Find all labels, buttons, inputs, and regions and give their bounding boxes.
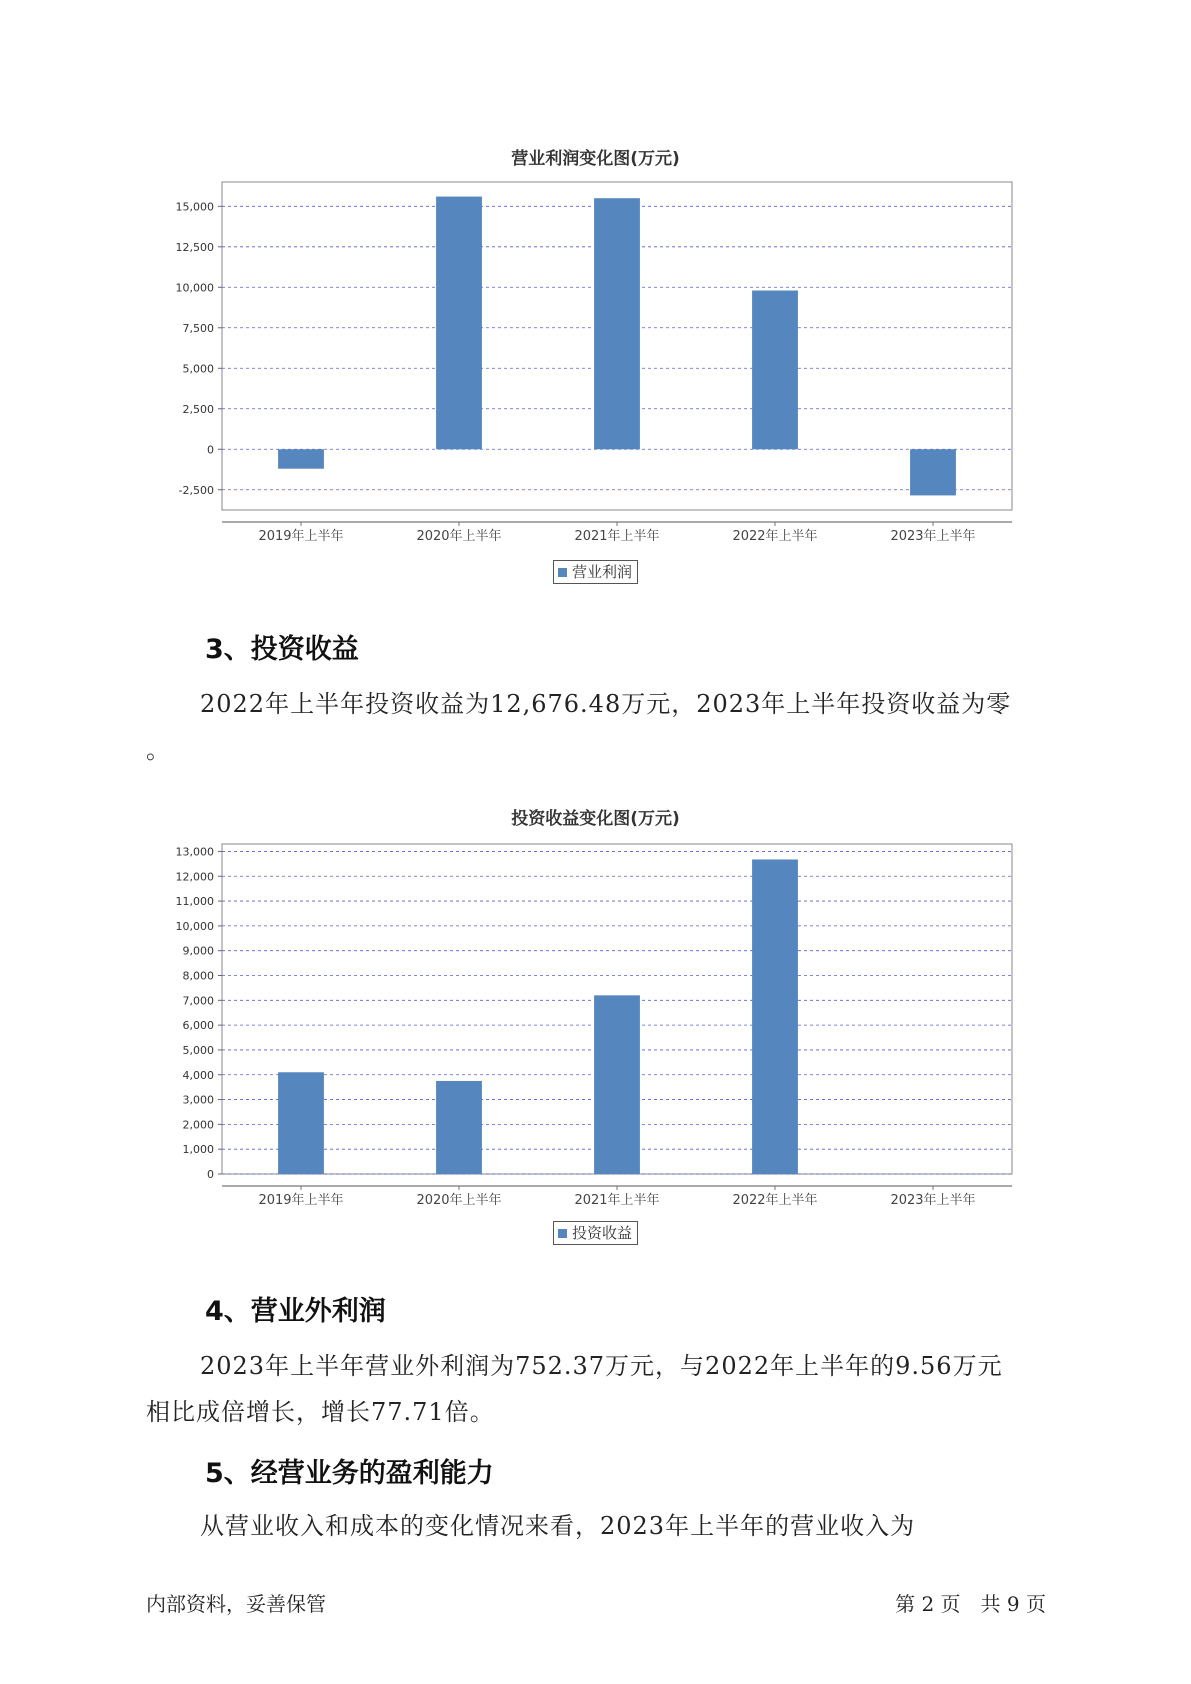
bar	[594, 198, 640, 449]
y-tick-label: 4,000	[182, 1068, 214, 1082]
y-tick-label: 0	[207, 1168, 214, 1181]
bar	[910, 449, 956, 495]
bar	[436, 197, 482, 450]
section4-paragraph-line1: 2023年上半年营业外利润为752.37万元，与2022年上半年的9.56万元	[200, 1352, 1003, 1380]
y-tick-label: 15,000	[175, 200, 214, 214]
section3-paragraph-line2: 。	[146, 736, 171, 764]
y-tick-label: 10,000	[175, 919, 214, 933]
section5-heading: 5、经营业务的盈利能力	[205, 1458, 494, 1489]
section4-paragraph-line2: 相比成倍增长，增长77.71倍。	[146, 1398, 495, 1426]
footer-confidential-note: 内部资料，妥善保管	[146, 1592, 326, 1616]
chart1-legend	[553, 560, 638, 584]
y-tick-label: 0	[207, 443, 214, 457]
y-tick-label: 2,000	[182, 1118, 214, 1132]
y-tick-label: 5,000	[182, 362, 214, 376]
y-tick-label: 6,000	[182, 1019, 214, 1033]
bar	[436, 1081, 482, 1174]
x-tick-label: 2022年上半年	[732, 529, 818, 544]
section4-heading: 4、营业外利润	[205, 1296, 386, 1327]
x-tick-label: 2022年上半年	[732, 1193, 818, 1208]
bar	[752, 291, 798, 450]
x-tick-label: 2023年上半年	[890, 1193, 976, 1208]
x-tick-label: 2019年上半年	[258, 1193, 344, 1208]
chart1-title: 营业利润变化图(万元)	[511, 149, 680, 169]
operating-profit-chart	[150, 168, 1020, 553]
bar	[594, 995, 640, 1174]
x-tick-label: 2021年上半年	[574, 1193, 660, 1208]
legend-label: 营业利润	[572, 563, 633, 581]
section5-paragraph-line1: 从营业收入和成本的变化情况来看，2023年上半年的营业收入为	[200, 1512, 916, 1540]
legend-swatch	[558, 1229, 567, 1238]
x-tick-label: 2023年上半年	[890, 529, 976, 544]
bar	[278, 449, 324, 468]
y-tick-label: 11,000	[175, 895, 214, 909]
y-tick-label: 5,000	[182, 1043, 214, 1057]
chart-svg	[150, 168, 1020, 553]
y-tick-label: 1,000	[182, 1143, 214, 1157]
y-tick-label: 9,000	[182, 944, 214, 958]
y-tick-label: 10,000	[175, 281, 214, 295]
y-tick-label: 7,000	[182, 994, 214, 1008]
investment-income-chart	[150, 830, 1020, 1215]
legend-label: 投资收益	[572, 1224, 633, 1242]
section3-paragraph-line1: 2022年上半年投资收益为12,676.48万元，2023年上半年投资收益为零	[200, 690, 1012, 718]
x-tick-label: 2020年上半年	[416, 1193, 502, 1208]
chart-svg	[150, 830, 1020, 1215]
y-tick-label: 3,000	[182, 1093, 214, 1107]
legend-swatch	[558, 568, 567, 577]
x-tick-label: 2021年上半年	[574, 529, 660, 544]
footer-page-number: 第 2 页 共 9 页	[895, 1592, 1046, 1616]
y-tick-label: 2,500	[182, 402, 214, 416]
y-tick-label: -2,500	[178, 483, 214, 497]
bar	[278, 1072, 324, 1174]
chart2-legend	[553, 1221, 638, 1245]
y-tick-label: 12,000	[175, 870, 214, 884]
section3-heading: 3、投资收益	[205, 634, 359, 665]
y-tick-label: 12,500	[175, 240, 214, 254]
y-tick-label: 13,000	[175, 845, 214, 859]
y-tick-label: 7,500	[182, 321, 214, 335]
x-tick-label: 2019年上半年	[258, 529, 344, 544]
x-tick-label: 2020年上半年	[416, 529, 502, 544]
bar	[752, 859, 798, 1174]
chart2-title: 投资收益变化图(万元)	[511, 809, 680, 829]
y-tick-label: 8,000	[182, 969, 214, 983]
